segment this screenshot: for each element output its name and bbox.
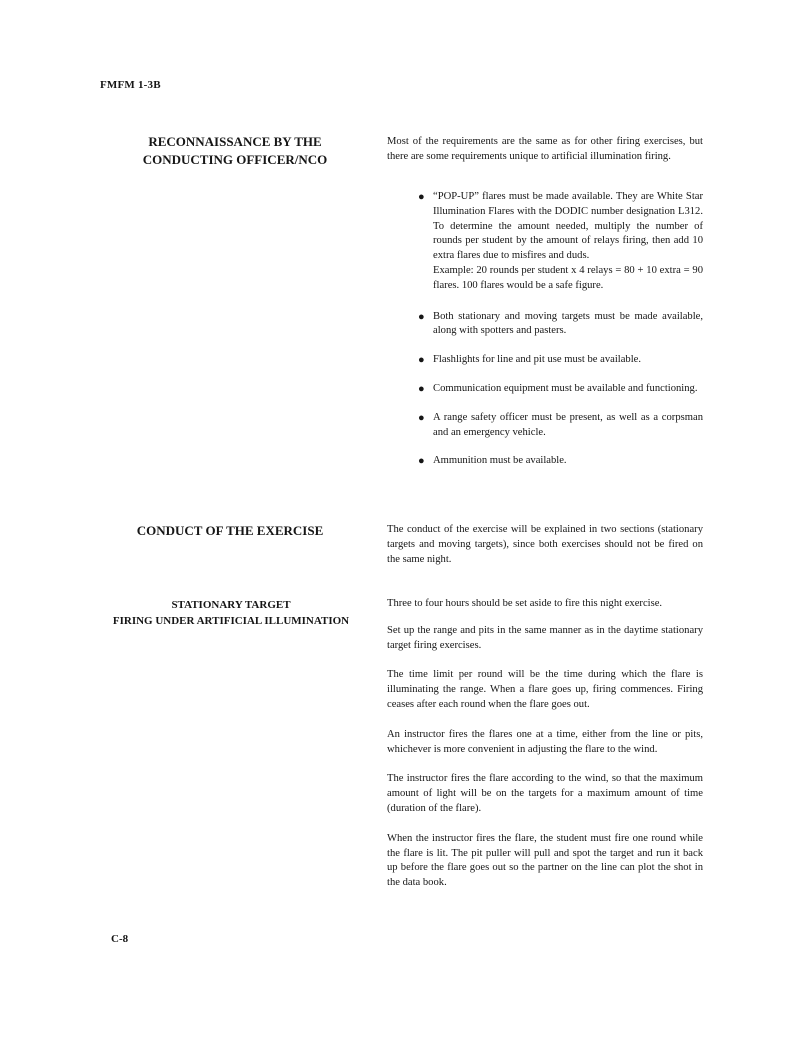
stationary-target-paragraphs	[387, 597, 703, 906]
list-item-text: A range safety officer must be present, as well as a corpsman and an emergency vehicle.	[433, 411, 703, 438]
list-item	[418, 310, 703, 340]
list-item	[418, 411, 703, 441]
bullet-icon: ●	[418, 191, 425, 203]
paragraph: The instructor fires the flare according to the wind, so that the maximum amount of light will be on the targets for a maximum amount of time (duration of the flare).	[387, 773, 703, 814]
section-heading-reconnaissance: RECONNAISSANCE BY THE CONDUCTING OFFICER/NCO	[142, 134, 328, 167]
list-item-text: Ammunition must be available.	[433, 455, 567, 467]
heading-line: STATIONARY TARGET	[171, 599, 291, 611]
list-item	[418, 382, 703, 397]
paragraph: Three to four hours should be set aside to fire this night exercise.	[387, 598, 663, 609]
paragraph: The time limit per round will be the time during which the flare is illuminating the range. When a flare goes up, firing commences. Firing ceases after each round when the flare goes out.	[387, 669, 703, 710]
bullet-icon: ●	[418, 455, 425, 468]
page-header: FMFM 1-3B	[100, 79, 161, 91]
list-item-text: Communication equipment must be available and functioning.	[433, 382, 698, 394]
conduct-paragraph: The conduct of the exercise will be explained in two sections (stationary targets and moving targets), since both exercises should not be fired on the same night.	[387, 524, 703, 565]
bullet-icon: ●	[418, 354, 425, 367]
heading-line: FIRING UNDER ARTIFICIAL ILLUMINATION	[112, 615, 350, 627]
list-item-text: “POP-UP” flares must be made available. They are White Star Illumination Flares with the DODIC number designation L312. To determine the amount needed, multiply the number of rounds per student by the amount of relays firing, then add 10 extra flares due to misfires and duds.	[433, 191, 703, 262]
bullet-icon: ●	[418, 411, 425, 424]
paragraph: When the instructor fires the flare, the student must fire one round while the flare is lit. The pit puller will pull and spot the target and run it back up before the flare goes out so the partner on the line can plot the shot in the data book.	[387, 832, 703, 889]
list-item-text: Flashlights for line and pit use must be available.	[433, 354, 642, 366]
paragraph: An instructor fires the flares one at a time, either from the line or pits, whichever is more convenient in adjusting the flare to the wind.	[387, 728, 703, 755]
requirements-list	[418, 190, 703, 483]
paragraph: Set up the range and pits in the same manner as in the daytime stationary target firing exercises.	[387, 624, 703, 651]
bullet-icon: ●	[418, 382, 425, 395]
list-item	[418, 353, 703, 368]
section-heading-stationary-target	[100, 597, 362, 629]
list-item	[418, 454, 703, 469]
bullet-icon: ●	[418, 310, 425, 323]
list-item-text: Both stationary and moving targets must be made available, along with spotters and pasters.	[433, 310, 703, 337]
page-number: C-8	[111, 933, 129, 945]
section-heading-conduct: CONDUCT OF THE EXERCISE	[136, 523, 324, 538]
list-item-example: Example: 20 rounds per student x 4 relays = 80 + 10 extra = 90 flares. 100 flares would be a safe figure.	[433, 264, 703, 291]
section-intro-paragraph: Most of the requirements are the same as for other firing exercises, but there are some requirements unique to artificial illumination firing.	[387, 136, 703, 162]
list-item	[418, 190, 703, 294]
